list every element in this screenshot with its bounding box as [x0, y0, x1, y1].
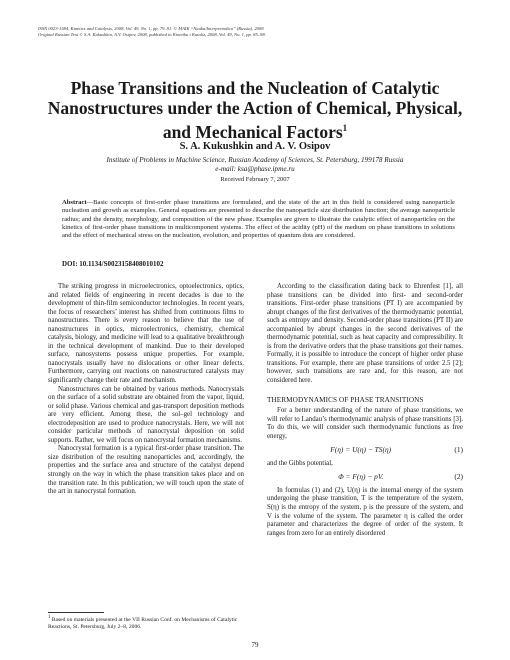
header-line-1: ISSN 0023-1584, Kinetics and Catalysis, 2008, Vol. 49, No. 1, pp. 79–91. © MAIK “Nauka/Interperiodica” (Russia), 2008.	[38, 26, 265, 31]
equation-2-body: Φ = F(η) − pV.	[338, 472, 384, 482]
title-line-3	[40, 118, 470, 142]
left-paragraph-1: The striking progress in microelectronics, optoelectronics, optics, and related fields of engineering in recent decades is due to the development of thin-film semiconductor technologies. In recent years, the focus of researchers’ interest has shifted from continuous films to nanostructures. There is every reason to believe that the use of nanostructures in optics, microelectronics, chemistry, chemical catalysis, biology, and medicine will lead to a qualitative breakthrough in the technical development of mankind. Due to their developed surface, nanosystems possess unique properties. For example, nanocrystals usually have no dislocations or other linear defects. Furthermore, carrying out reactions on nanostructured catalysts may significantly change their rate and mechanism.	[48, 283, 244, 385]
affiliation-block	[40, 156, 470, 174]
equation-1	[267, 446, 463, 455]
equation-1-number: (1)	[454, 445, 463, 455]
right-paragraph-4: In formulas (1) and (2), U(η) is the internal energy of the system undergoing the phase transition, T is the temperature of the system, S(η) is the entropy of the system, p is the pressure of the system, and V is the volume of the system. The parameter η is called the order parameter and characterizes the degree of order of the system. It ranges from zero for an entirely disordered	[267, 486, 463, 537]
right-paragraph-3: and the Gibbs potential,	[267, 459, 333, 467]
journal-header	[38, 26, 478, 38]
header-line-2: Original Russian Text © S.A. Kukushkin, A.V. Osipov, 2008, published in Kinetika i Kataliz, 2008, Vol. 49, No. 1, pp. 85–98.	[38, 32, 266, 37]
authors: S. A. Kukushkin and A. V. Osipov	[179, 141, 331, 152]
title-line-3-text: and Mechanical Factors	[162, 121, 343, 142]
abstract-label: Abstract	[62, 199, 87, 206]
equation-1-body: F(η) = U(η) − TS(η)	[330, 445, 392, 455]
right-paragraph-2: For a better understanding of the nature of phase transitions, we will refer to Landau’s thermodynamic analysis of phase transitions [3]. To do this, we will consider such thermodynamic functions as free energy,	[267, 407, 463, 440]
title-footnote-mark: 1	[342, 123, 348, 133]
left-paragraph-2: Nanostructures can be obtained by various methods. Nanocrystals on the surface of a solid substrate are obtained from the vapor, liquid, or solid phase. Various chemical and gas-transport deposition methods are very efficient. Among these, the sol–gel technology and electrodeposition are used to produce nanocrystals. Here, we will not consider particular methods of nanocrystal deposition on solid supports. Rather, we will focus on nanocrystal formation mechanisms.	[48, 385, 244, 444]
doi: DOI: 10.1134/S0023158408010102	[62, 260, 164, 268]
article-title	[40, 78, 470, 142]
email: e-mail: ksa@phase.ipme.ru	[215, 165, 295, 173]
left-paragraph-3: Nanocrystal formation is a typical first-order phase transition. The size distribution of the resulting nanoparticles and, accordingly, the properties and the surface area and structure of the catalyst depend strongly on the way in which the phase transition takes place and on the transition rate. In this publication, we will touch upon the state of the art in nanocrystal formation.	[48, 445, 244, 496]
footnote-rule	[48, 612, 104, 613]
right-paragraph-1: According to the classification dating back to Ehrenfest [1], all phase transitions can be divided into first- and second-order transitions. First-order phase transitions (PT I) are accompanied by abrupt changes of the first derivatives of the thermodynamic potential, such as entropy and density. Second-order phase transitions (PT II) are accompanied by abrupt changes in the second derivatives of the thermodynamic potential, such as heat capacity and compressibility. It is from the derivative orders that the phase transitions got their names. Formally, it is possible to introduce the concept of higher order phase transitions. For example, there are phase transitions of order 2.5 [2]; however, such transitions are rare and, for this reason, are not considered here.	[267, 283, 463, 385]
right-column	[267, 283, 463, 538]
left-column	[48, 283, 244, 497]
received-date: Received February 7, 2007	[220, 176, 290, 183]
abstract-text: —Basic concepts of first-order phase transitions are formulated, and the state of the art in this field is considered using nanoparticle nucleation and growth as examples. General equations are presented to describe the nanoparticle size distribution function; the average nanoparticle radius; and the density, morphology, and composition of the new phase. Examples are given to illustrate the catalytic effect of nanoparticles on the kinetics of first-order phase transitions in multicomponent systems. The effect of the acidity (pH) of the medium on phase transitions in solutions and the effect of mechanical stress on the nucleation, evolution, and properties of quantum dots are considered.	[62, 199, 455, 240]
footnote-text: Based on materials presented at the VII Russian Conf. on Mechanisms of Catalytic Reactions, St. Petersburg, July 2–8, 2006.	[48, 616, 238, 630]
title-line-1: Phase Transitions and the Nucleation of Catalytic	[70, 78, 440, 98]
page-number: 79	[251, 641, 259, 649]
affiliation: Institute of Problems in Machine Science, Russian Academy of Sciences, St. Petersburg, 199178 Russia	[106, 156, 404, 164]
equation-2-number: (2)	[454, 472, 463, 482]
footnote-mark: 1	[48, 615, 51, 620]
abstract	[62, 199, 455, 240]
footnote	[48, 615, 246, 630]
section-heading: THERMODYNAMICS OF PHASE TRANSITIONS	[267, 395, 424, 404]
title-line-2: Nanostructures under the Action of Chemical, Physical,	[47, 98, 463, 118]
equation-2	[267, 473, 463, 482]
